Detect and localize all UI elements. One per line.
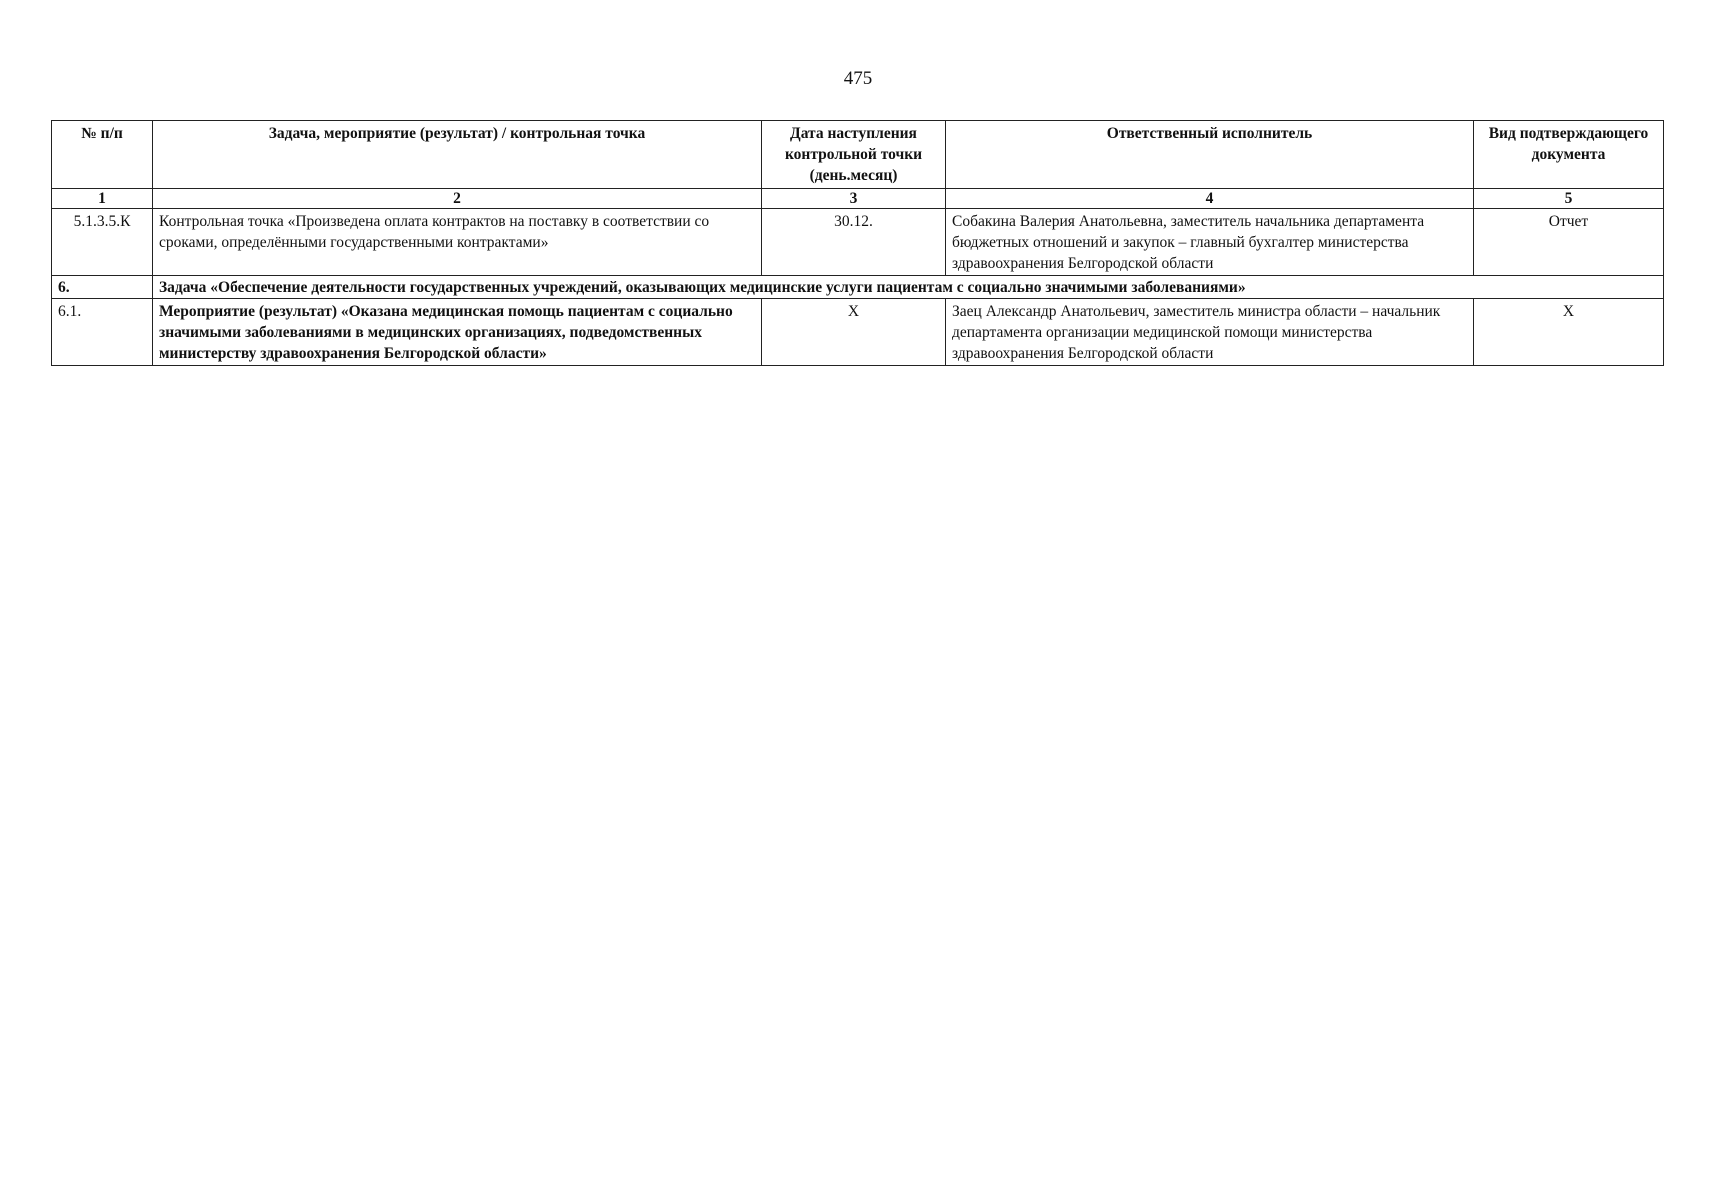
header-executor: Ответственный исполнитель <box>946 121 1474 189</box>
row-date: 30.12. <box>762 209 946 276</box>
header-task: Задача, мероприятие (результат) / контрольная точка <box>153 121 762 189</box>
row-name: Мероприятие (результат) «Оказана медицинская помощь пациентам с социально значимыми заболеваниями в медицинских организациях, подведомственных министерству здравоохранения Белгородской области» <box>153 299 762 366</box>
row-executor: Собакина Валерия Анатольевна, заместитель начальника департамента бюджетных отношений и закупок – главный бухгалтер министерства здравоохранения Белгородской области <box>946 209 1474 276</box>
header-number: № п/п <box>52 121 153 189</box>
task-title: Задача «Обеспечение деятельности государственных учреждений, оказывающих медицинские услуги пациентам с социально значимыми заболеваниями» <box>153 276 1664 299</box>
row-document: Отчет <box>1474 209 1664 276</box>
row-date: Х <box>762 299 946 366</box>
column-number-2: 2 <box>153 189 762 209</box>
column-number-4: 4 <box>946 189 1474 209</box>
task-number: 6. <box>52 276 153 299</box>
row-document: Х <box>1474 299 1664 366</box>
plan-table <box>51 120 1664 366</box>
table-row <box>52 299 1664 366</box>
row-name: Контрольная точка «Произведена оплата контрактов на поставку в соответствии со сроками, определёнными государственными контрактами» <box>153 209 762 276</box>
column-numbering-row <box>52 189 1664 209</box>
row-number: 5.1.3.5.К <box>52 209 153 276</box>
header-document: Вид подтверждающего документа <box>1474 121 1664 189</box>
column-number-1: 1 <box>52 189 153 209</box>
row-executor: Заец Александр Анатольевич, заместитель министра области – начальник департамента организации медицинской помощи министерства здравоохранения Белгородской области <box>946 299 1474 366</box>
header-date: Дата наступления контрольной точки (день.месяц) <box>762 121 946 189</box>
row-number: 6.1. <box>52 299 153 366</box>
table-row <box>52 209 1664 276</box>
header-row <box>52 121 1664 189</box>
task-row <box>52 276 1664 299</box>
page-number: 475 <box>843 68 873 89</box>
column-number-5: 5 <box>1474 189 1664 209</box>
column-number-3: 3 <box>762 189 946 209</box>
